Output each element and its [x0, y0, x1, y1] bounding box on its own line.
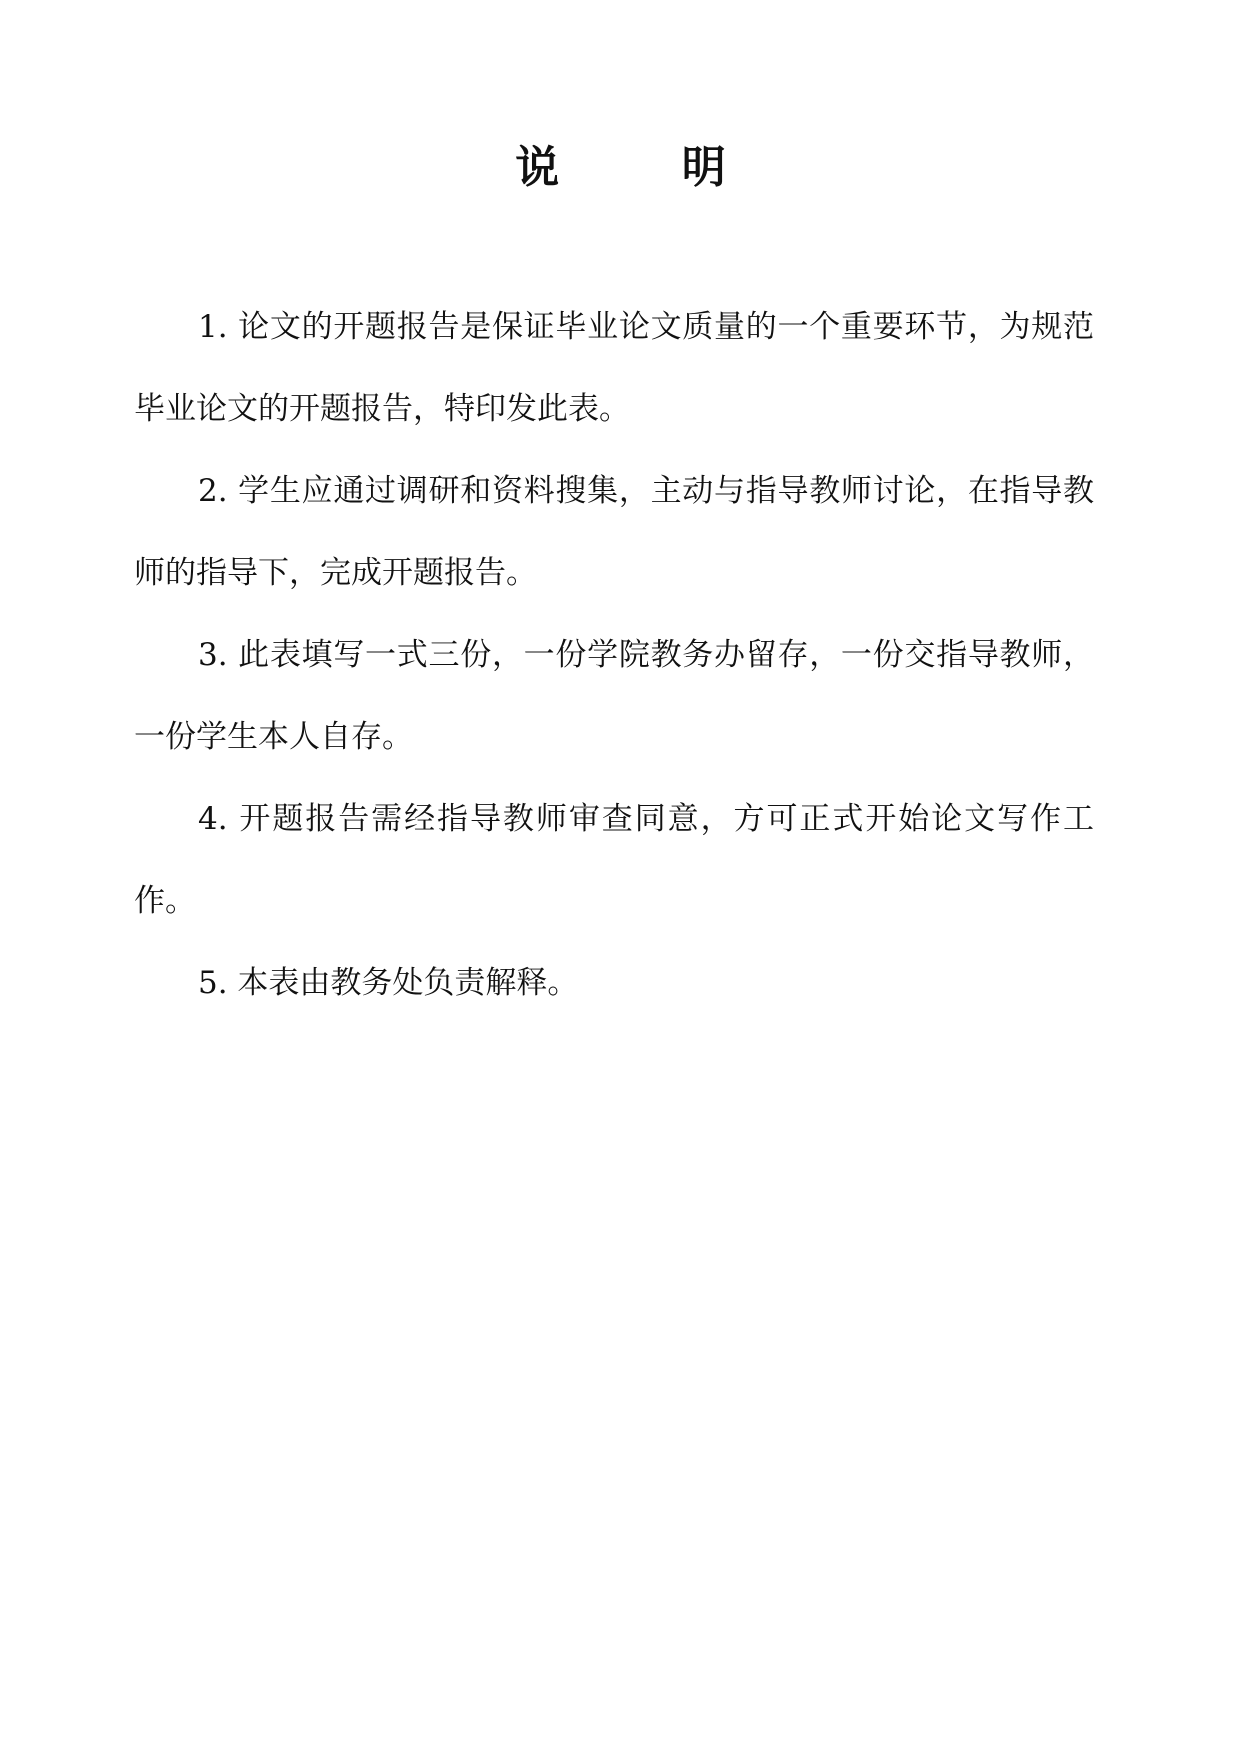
instruction-item-4: 4. 开题报告需经指导教师审查同意，方可正式开始论文写作工作。	[134, 801, 1094, 919]
instruction-item-2: 2. 学生应通过调研和资料搜集，主动与指导教师讨论，在指导教师的指导下，完成开题报告。	[134, 473, 1094, 591]
instructions-list	[134, 286, 1094, 1024]
instruction-item-5: 5. 本表由教务处负责解释。	[198, 965, 579, 1001]
instruction-item-3: 3. 此表填写一式三份，一份学院教务办留存，一份交指导教师，一份学生本人自存。	[134, 637, 1094, 755]
instruction-item-1: 1. 论文的开题报告是保证毕业论文质量的一个重要环节，为规范毕业论文的开题报告，特印发此表。	[134, 309, 1094, 427]
page-title: 说 明	[515, 142, 726, 193]
